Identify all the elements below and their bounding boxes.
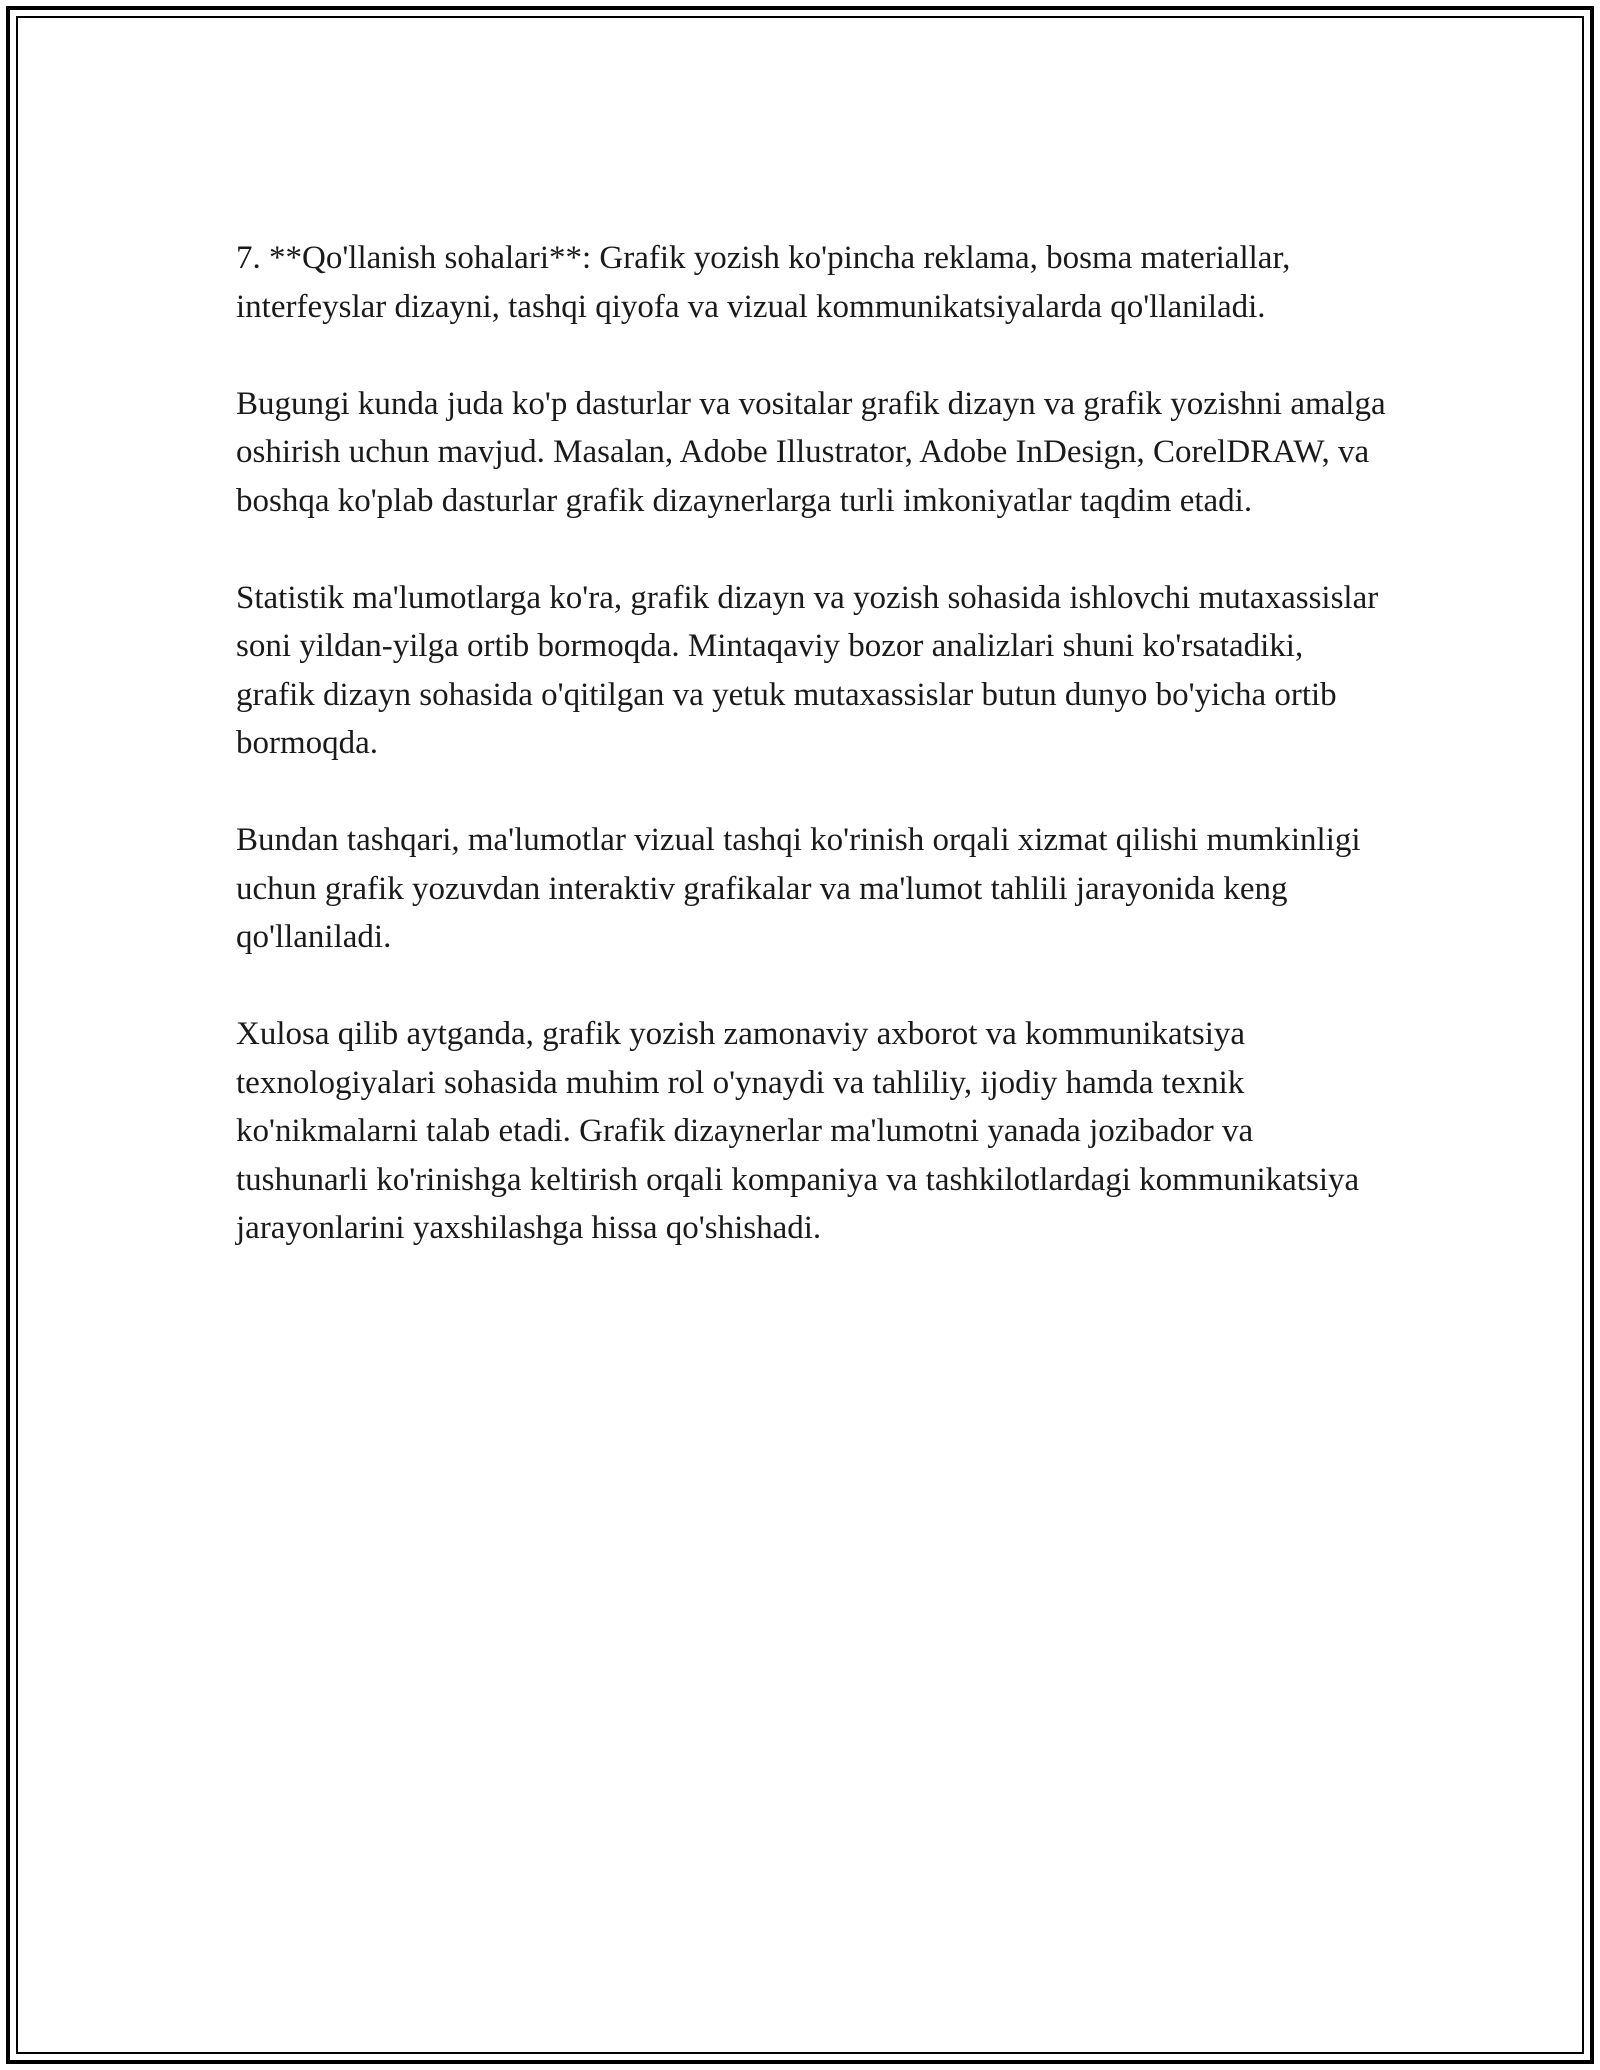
paragraph-software-tools: Bugungi kunda juda ko'p dasturlar va vositalar grafik dizayn va grafik yozishni amalga oshirish uchun mavjud. Masalan, Adobe Illustrator, Adobe InDesign, CorelDRAW, va boshqa ko'plab dasturlar grafik dizaynerlarga turli imkoniyatlar taqdim etadi. [236, 385, 1386, 519]
paragraph-interactive-graphics: Bundan tashqari, ma'lumotlar vizual tashqi ko'rinish orqali xizmat qilishi mumkinligi uchun grafik yozuvdan interaktiv grafikalar va ma'lumot tahlili jarayonida keng qo'llaniladi. [236, 822, 1361, 955]
paragraph-application-areas: 7. **Qo'llanish sohalari**: Grafik yozish ko'pincha reklama, bosma materiallar, interfeyslar dizayni, tashqi qiyofa va vizual kommunikatsiyalarda qo'llaniladi. [236, 240, 1291, 325]
paragraph-conclusion: Xulosa qilib aytganda, grafik yozish zamonaviy axborot va kommunikatsiya texnologiyalari sohasida muhim rol o'ynaydi va tahliliy, ijodiy hamda texnik ko'nikmalarni talab etadi. Grafik dizaynerlar ma'lumotni yanada jozibador va tushunarli ko'rinishga keltirish orqali kompaniya va tashkilotlardagi kommunikatsiya jarayonlarini yaxshilashga hissa qo'shishadi. [236, 1016, 1360, 1246]
paragraph-statistics: Statistik ma'lumotlarga ko'ra, grafik dizayn va yozish sohasida ishlovchi mutaxassislar soni yildan-yilga ortib bormoqda. Mintaqaviy bozor analizlari shuni ko'rsatadiki, grafik dizayn sohasida o'qitilgan va yetuk mutaxassislar butun dunyo bo'yicha ortib bormoqda. [236, 579, 1379, 761]
document-body [236, 234, 1386, 1301]
